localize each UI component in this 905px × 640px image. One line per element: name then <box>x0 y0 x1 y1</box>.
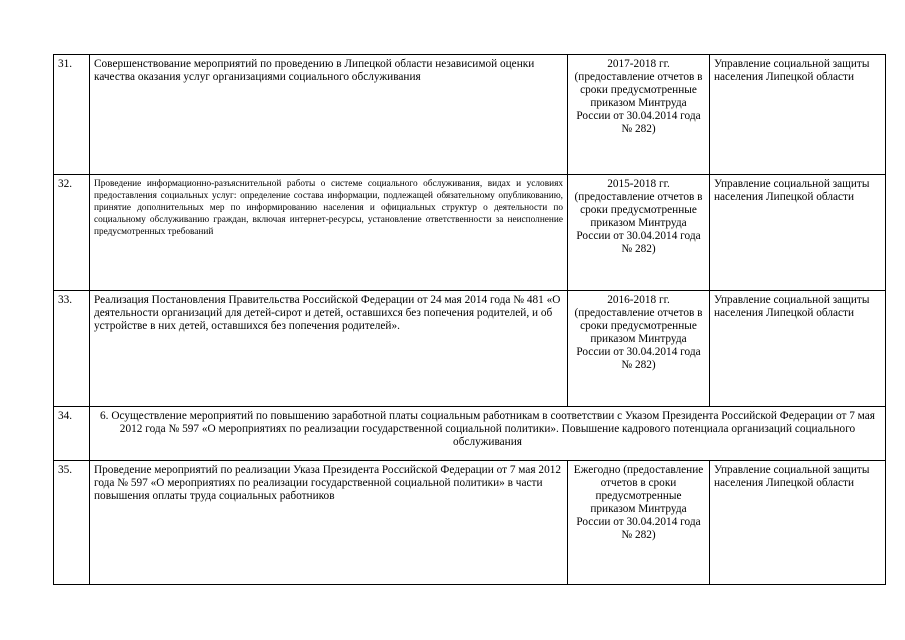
measure-executor: Управление социальной защиты населения Липецкой области <box>710 291 886 407</box>
measure-term: 2016-2018 гг. (предоставление отчетов в сроки предусмотренные приказом Минтруда России от 30.04.2014 года № 282) <box>568 291 710 407</box>
measure-term: 2015-2018 гг. (предоставление отчетов в сроки предусмотренные приказом Минтруда России от 30.04.2014 года № 282) <box>568 175 710 291</box>
section-row <box>54 407 886 461</box>
measure-name: Совершенствование мероприятий по проведению в Липецкой области независимой оценки качества оказания услуг организациями социального обслуживания <box>90 55 568 175</box>
table-row <box>54 291 886 407</box>
section-heading: 6. Осуществление мероприятий по повышению заработной платы социальным работникам в соответствии с Указом Президента Российской Федерации от 7 мая 2012 года № 597 «О мероприятиях по реализации государственной социальной политики». Повышение кадрового потенциала организаций социального обслуживания <box>90 407 886 461</box>
row-number: 34. <box>54 407 90 461</box>
table-row <box>54 175 886 291</box>
row-number: 33. <box>54 291 90 407</box>
measure-term: 2017-2018 гг. (предоставление отчетов в сроки предусмотренные приказом Минтруда России от 30.04.2014 года № 282) <box>568 55 710 175</box>
measure-term: Ежегодно (предоставление отчетов в сроки предусмотренные приказом Минтруда России от 30.04.2014 года № 282) <box>568 461 710 585</box>
measure-executor: Управление социальной защиты населения Липецкой области <box>710 461 886 585</box>
row-number: 31. <box>54 55 90 175</box>
measure-executor: Управление социальной защиты населения Липецкой области <box>710 175 886 291</box>
measures-table <box>53 54 886 585</box>
measure-name: Проведение мероприятий по реализации Указа Президента Российской Федерации от 7 мая 2012 года № 597 «О мероприятиях по реализации государственной социальной политики» в части повышения оплаты труда социальных работников <box>90 461 568 585</box>
measure-executor: Управление социальной защиты населения Липецкой области <box>710 55 886 175</box>
row-number: 35. <box>54 461 90 585</box>
measure-name: Проведение информационно-разъяснительной работы о системе социального обслуживания, видах и условиях предоставления социальных услуг: определение состава информации, подлежащей обязательному опубликованию, принятие дополнительных мер по информированию населения и официальных структур о деятельности по социальному обслуживанию граждан, включая интернет-ресурсы, установление ответственности за неисполнение предусмотренных требований <box>90 175 568 291</box>
table-row <box>54 461 886 585</box>
measure-name: Реализация Постановления Правительства Российской Федерации от 24 мая 2014 года № 481 «О деятельности организаций для детей-сирот и детей, оставшихся без попечения родителей, и об устройстве в них детей, оставшихся без попечения родителей». <box>90 291 568 407</box>
row-number: 32. <box>54 175 90 291</box>
table-row <box>54 55 886 175</box>
